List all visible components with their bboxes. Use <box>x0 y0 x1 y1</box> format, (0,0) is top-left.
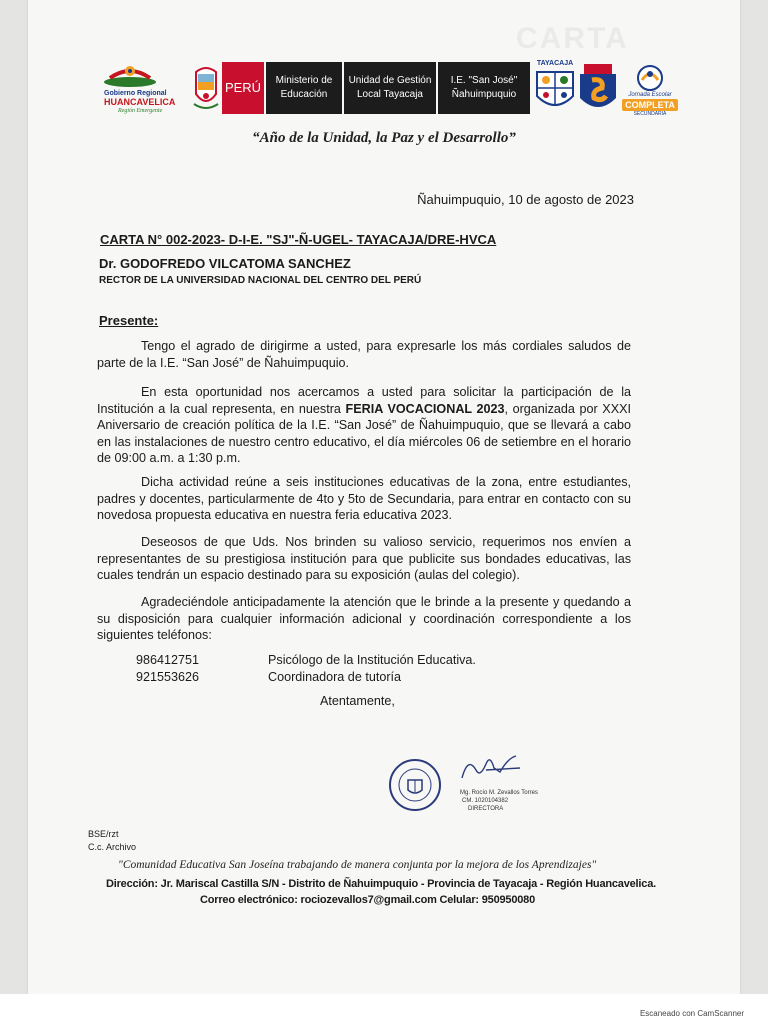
ie-line-2: Ñahuimpuquio <box>451 89 517 100</box>
gobierno-regional-logo <box>100 62 188 118</box>
contact-phone: 921553626 <box>136 670 200 684</box>
minedu-line-2: Educación <box>280 89 328 100</box>
institution-seal-stamp <box>388 758 442 812</box>
peru-coat-of-arms-icon <box>192 64 220 112</box>
ie-line-1: I.E. "San José" <box>450 75 518 86</box>
year-motto: “Año de la Unidad, la Paz y el Desarrollo” <box>252 130 516 146</box>
jornada-escolar-completa-logo <box>620 62 680 116</box>
addressee-name: Dr. GODOFREDO VILCATOMA SANCHEZ <box>99 256 351 271</box>
director-signature <box>456 750 526 786</box>
gobierno-regional-label: Gobierno Regional <box>104 90 167 97</box>
ugel-badge <box>344 62 436 114</box>
paragraph-1: Tengo el agrado de dirigirme a usted, para expresarle los más cordiales saludos de parte de la I.E. “San José” de Ñahuimpuquio. <box>97 339 631 370</box>
footer-contact: Correo electrónico: rociozevallos7@gmail.com Celular: 950950080 <box>200 894 535 906</box>
signatory-role: DIRECTORA <box>468 806 504 812</box>
jec-line-2: COMPLETA <box>622 99 678 111</box>
tayacaja-logo <box>534 60 576 116</box>
region-emergente-label: Región Emergente <box>118 108 163 114</box>
jec-emblem-icon <box>620 62 680 92</box>
huancavelica-label: HUANCAVELICA <box>104 97 176 107</box>
typist-initials: BSE/rzt <box>88 829 119 839</box>
letterhead <box>100 58 680 120</box>
condor-icon <box>100 62 160 92</box>
carbon-copy: C.c. Archivo <box>88 842 137 852</box>
ugel-line-1: Unidad de Gestión <box>348 75 432 86</box>
minedu-line-1: Ministerio de <box>275 75 333 86</box>
jec-line-3: SECUNDARIA <box>633 111 667 117</box>
paragraph-2 <box>97 384 631 467</box>
salutation: Presente: <box>99 313 159 328</box>
paragraph-2-event-name: FERIA VOCACIONAL 2023 <box>345 401 505 416</box>
paragraph-2-start: En esta oportunidad nos acercamos a usted para solicitar la participación de la Institución a la cual representa, en nuestra <box>97 385 631 416</box>
paragraph-3: Dicha actividad reúne a seis instituciones educativas de la zona, entre estudiantes, padres y docentes, particularmente de 4to y 5to de Secundaria, para entrar en contacto con su novedosa propuesta educativa en nuestra feria educativa 2023. <box>97 475 631 523</box>
contact-phone: 986412751 <box>136 653 200 667</box>
footer-motto: "Comunidad Educativa San Joseína trabajando de manera conjunta por la mejora de los Aprendizajes" <box>118 859 597 871</box>
contact-role: Coordinadora de tutoría <box>268 670 402 684</box>
addressee-role: RECTOR DE LA UNIVERSIDAD NACIONAL DEL CENTRO DEL PERÚ <box>99 275 422 286</box>
ugel-line-2: Local Tayacaja <box>357 89 423 100</box>
signatory-name: Mg. Rocío M. Zevallos Torres <box>460 790 538 796</box>
letter-reference: CARTA N° 002-2023- D-I-E. "SJ"-Ñ-UGEL- TAYACAJA/DRE-HVCA <box>100 232 497 247</box>
paragraph-2-end: , organizada por XXXI Aniversario de creación política de la I.E. “San José” de Ñahuimpuquio, que se llevará a cabo en las instalaciones de nuestro centro educativo, el día miércoles 06 de setiembre en el horario de 09:00 a.m. a 1:30 p.m. <box>97 401 632 466</box>
scan-footer-strip <box>0 994 768 1024</box>
paragraph-4: Deseosos de que Uds. Nos brinden su valioso servicio, requerimos nos envíen a representantes de su prestigiosa institución para que publicite sus bondades educativas, las cuales tendrán un espacio destinado para su exposición (aulas del colegio). <box>97 535 631 583</box>
jec-line-1: Jornada Escolar <box>628 92 672 98</box>
tayacaja-shield-icon <box>534 70 576 116</box>
date-line: Ñahuimpuquio, 10 de agosto de 2023 <box>417 192 634 207</box>
ministerio-educacion-badge <box>266 62 342 114</box>
faded-background-stamp: CARTA <box>516 22 629 55</box>
signatory-id: CM. 1020104382 <box>462 798 509 804</box>
footer-address: Dirección: Jr. Mariscal Castilla S/N - Distrito de Ñahuimpuquio - Provincia de Tayacaja - Región Huancavelica. <box>106 878 656 890</box>
tayacaja-label: TAYACAJA <box>536 60 574 67</box>
contact-list <box>136 652 476 686</box>
san-jose-school-shield-icon <box>578 62 618 116</box>
paragraph-5: Agradeciéndole anticipadamente la atención que le brinde a la presente y quedando a su disposición para cualquier información adicional y coordinación correspondiente a los siguientes teléfonos: <box>97 595 631 643</box>
institution-badge <box>438 62 530 114</box>
closing: Atentamente, <box>320 694 395 708</box>
contact-row <box>136 669 476 686</box>
contact-role: Psicólogo de la Institución Educativa. <box>268 653 476 667</box>
contact-row <box>136 652 476 669</box>
peru-badge: PERÚ <box>222 62 264 114</box>
scanner-watermark: Escaneado con CamScanner <box>639 1009 744 1018</box>
